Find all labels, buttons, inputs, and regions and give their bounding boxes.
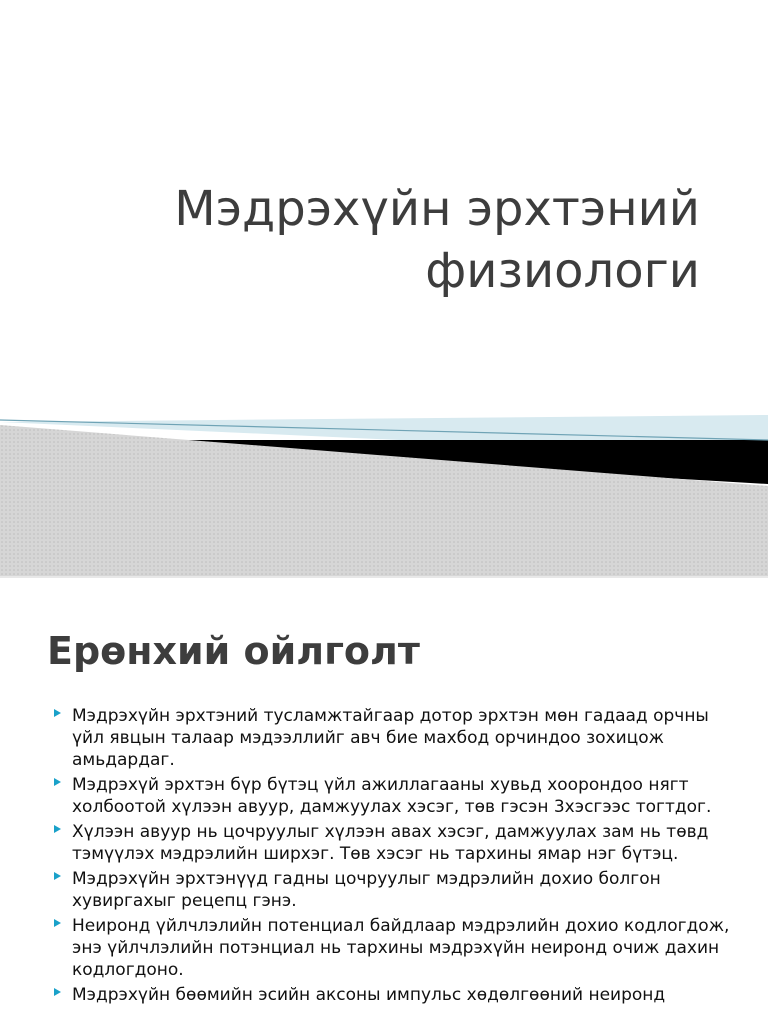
bullet-arrow-icon: [54, 709, 61, 717]
bullet-arrow-icon: [54, 872, 61, 880]
bullet-text: Неиронд үйлчлэлийн потенциал байдлаар мэдрэлийн дохио кодлогдож, энэ үйлчлэлийн потэнциал нь тархины мэдрэхүйн неиронд очиж дахин кодлогдоно.: [72, 916, 730, 980]
slide-heading: Ерөнхий ойлголт: [47, 629, 420, 673]
bullet-text: Мэдрэхүйн эрхтэний тусламжтайгаар дотор эрхтэн мөн гадаад орчны үйл явцын талаар мэдээллийг авч бие махбод орчиндоо зохицож амьдардаг.: [72, 706, 709, 770]
bullet-arrow-icon: [54, 778, 61, 786]
content-slide: [0, 578, 768, 1024]
slide-title: [60, 178, 700, 302]
bullet-text: Мэдрэхүйн эрхтэнүүд гадны цочруулыг мэдрэлийн дохио болгон хувиргахыг рецепц гэнэ.: [72, 869, 661, 911]
bullet-arrow-icon: [54, 825, 61, 833]
bullet-arrow-icon: [54, 919, 61, 927]
bullet-item: [50, 774, 730, 818]
bullet-text: Хүлээн авуур нь цочруулыг хүлээн авах хэсэг, дамжуулах зам нь төвд тэмүүлэх мэдрэлийн ширхэг. Төв хэсэг нь тархины ямар нэг бүтэц.: [72, 822, 709, 864]
bullet-item: [50, 984, 730, 1006]
bullet-item: [50, 705, 730, 771]
bullet-text: Мэдрэхүйн бөөмийн эсийн аксоны импульс хөдөлгөөний неиронд: [72, 985, 666, 1005]
slide-title-line: Мэдрэхүйн эрхтэний: [174, 181, 700, 237]
decorative-band: [0, 400, 768, 576]
slide-title-line: физиологи: [425, 243, 700, 299]
bullet-list: [50, 705, 730, 1009]
bullet-arrow-icon: [54, 988, 61, 996]
bullet-item: [50, 821, 730, 865]
bullet-text: Мэдрэхүй эрхтэн бүр бүтэц үйл ажиллагааны хувьд хоорондоо нягт холбоотой хүлээн авуур, дамжуулах хэсэг, төв гэсэн 3хэсгээс тогтдог.: [72, 775, 712, 817]
bullet-item: [50, 868, 730, 912]
bullet-item: [50, 915, 730, 981]
